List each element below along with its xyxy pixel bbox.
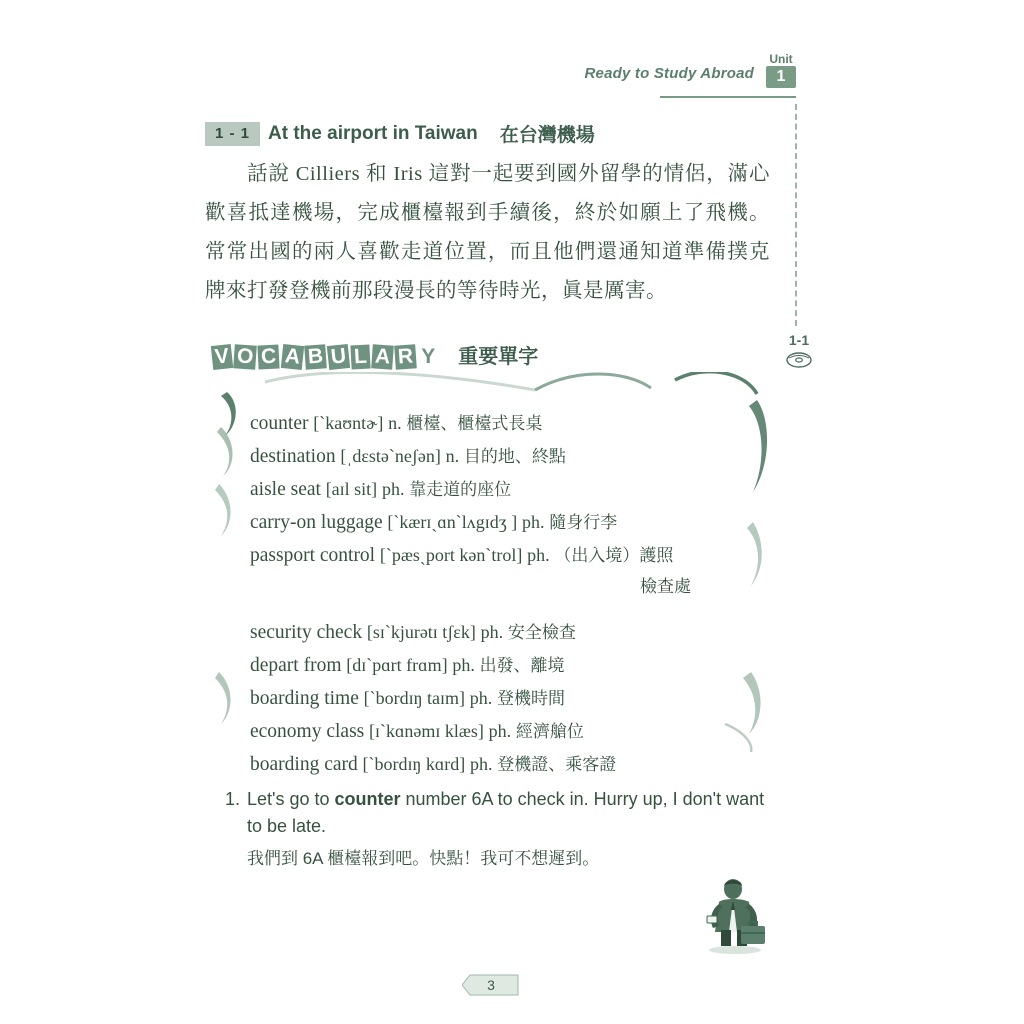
example-body (247, 786, 765, 872)
vocab-term: passport control (250, 545, 376, 566)
vocabulary-item (250, 682, 750, 715)
audio-track-marker (775, 332, 823, 368)
vocab-letter: U (327, 344, 351, 370)
vocab-part-of-speech: n. (388, 413, 402, 433)
vocab-pronunciation: [aɪl sit] (325, 479, 378, 499)
cd-icon (786, 352, 812, 368)
vocab-translation: 經濟艙位 (515, 722, 584, 741)
vocabulary-item (250, 649, 750, 682)
example-keyword: counter (334, 789, 401, 809)
unit-label: Unit (769, 52, 793, 66)
vocabulary-item (250, 539, 750, 572)
vocabulary-list (250, 407, 750, 781)
vocab-term: destination (250, 446, 336, 467)
vocab-part-of-speech: ph. (452, 655, 475, 675)
vocab-part-of-speech: ph. (488, 721, 512, 741)
unit-number: 1 (766, 66, 796, 88)
vocab-part-of-speech: ph. (480, 622, 504, 642)
page-header (585, 52, 797, 88)
vocab-part-of-speech: n. (445, 446, 460, 466)
example-text-before: Let's go to (247, 789, 335, 809)
header-divider (660, 96, 796, 98)
vocab-letter: A (280, 344, 304, 370)
intro-paragraph: 話說 Cilliers 和 Iris 這對一起要到國外留學的情侶，滿心歡喜抵達機場，完成櫃檯報到手續後，終於如願上了飛機。常常出國的兩人喜歡走道位置，而且他們還通知道準備撲克牌來打發登機前那段漫長的等待時光，眞是厲害。 (205, 163, 770, 302)
vocab-letter: R (394, 344, 417, 369)
vocab-letter: L (350, 345, 370, 370)
section-title-en: At the airport in Taiwan (268, 122, 478, 144)
example-number: 1. (225, 789, 241, 809)
vocabulary-heading (212, 340, 538, 369)
vocab-pronunciation: [ˋkærɪˏɑnˋlʌgɪdʒ ] (387, 512, 518, 532)
vocabulary-heading-en (212, 345, 440, 369)
vocab-part-of-speech: ph. (527, 545, 550, 565)
example-translation: 我們到 6A 櫃檯報到吧。快點！我可不想遲到。 (247, 849, 600, 868)
margin-dashed-connector (795, 104, 797, 326)
vocab-part-of-speech: ph. (522, 512, 545, 532)
vocabulary-box (205, 372, 775, 775)
section-heading (205, 120, 595, 147)
vocab-term: economy class (250, 721, 365, 742)
vocab-pronunciation: [ˋbordɪŋ taɪm] (363, 688, 465, 708)
example-text-after: number 6A to check in. Hurry up, I don't want to be late. (247, 789, 765, 836)
audio-track-label: 1-1 (788, 332, 810, 348)
vocab-translation: 登機時間 (496, 689, 565, 708)
vocabulary-item (250, 440, 750, 473)
vocab-translation: 安全檢查 (507, 623, 576, 642)
vocab-letter: A (371, 344, 394, 369)
header-title: Ready to Study Abroad (584, 65, 754, 82)
vocab-translation: 櫃檯、櫃檯式長桌 (406, 414, 543, 433)
vocab-letter: B (304, 344, 327, 369)
vocab-translation: 登機證、乘客證 (497, 755, 617, 774)
page-number: 3 (487, 977, 495, 993)
vocabulary-item (250, 506, 750, 539)
vocab-term: aisle seat (250, 479, 321, 500)
vocabulary-item (250, 715, 750, 748)
vocabulary-item (250, 473, 750, 506)
vocab-pronunciation: [ˋbordɪŋ kɑrd] (362, 754, 466, 774)
vocab-letter: C (258, 344, 280, 369)
vocab-term: security check (250, 622, 363, 643)
vocab-pronunciation: [ˌdɛstəˋneʃən] (340, 446, 441, 466)
vocabulary-item (250, 748, 750, 781)
unit-badge (766, 52, 796, 88)
section-title-zh: 在台灣機場 (499, 125, 595, 146)
vocab-pronunciation: [ˋkaʊntɚ] (313, 413, 384, 433)
vocab-translation: 出發、離境 (479, 656, 565, 675)
vocab-term: boarding card (250, 754, 358, 775)
vocab-translation: 靠走道的座位 (409, 480, 512, 499)
vocabulary-heading-zh: 重要單字 (458, 346, 539, 368)
vocab-letter: O (233, 344, 257, 370)
businessman-illustration (697, 876, 773, 954)
vocab-letter: Y (421, 345, 436, 368)
vocabulary-item (250, 616, 750, 649)
vocabulary-translation-continuation: 檢查處 (640, 577, 691, 596)
vocab-pronunciation: [ˋpæsˏport kənˋtrol] (379, 545, 523, 565)
vocab-pronunciation: [ɪˋkɑnəmɪ klæs] (369, 721, 484, 741)
vocab-term: depart from (250, 655, 342, 676)
vocab-pronunciation: [sɪˋkjurətɪ tʃɛk] (366, 622, 476, 642)
vocab-part-of-speech: ph. (381, 479, 405, 499)
section-number-badge: 1 - 1 (205, 122, 260, 146)
vocab-term: counter (250, 413, 309, 434)
vocab-translation: 目的地、終點 (463, 447, 566, 466)
example-sentence (225, 786, 765, 872)
vocab-letter: V (211, 344, 233, 370)
vocab-part-of-speech: ph. (469, 688, 493, 708)
vocab-pronunciation: [dɪˋpɑrt frɑm] (346, 655, 448, 675)
vocab-part-of-speech: ph. (470, 754, 493, 774)
vocab-translation: 隨身行李 (549, 513, 618, 532)
vocab-translation: （出入境）護照 (554, 546, 674, 565)
vocabulary-item (250, 407, 750, 440)
page-folio (462, 974, 520, 996)
vocabulary-spacer (250, 602, 750, 616)
vocab-term: boarding time (250, 688, 359, 709)
vocab-term: carry-on luggage (250, 512, 383, 533)
